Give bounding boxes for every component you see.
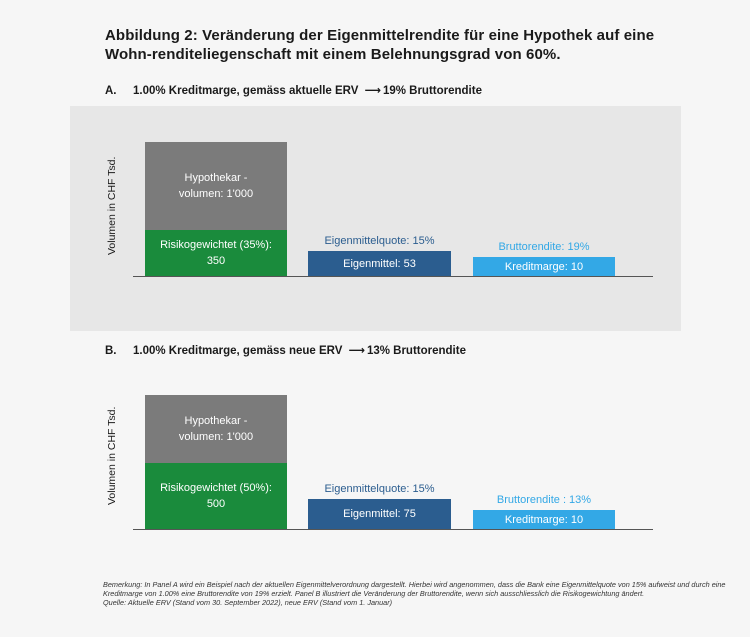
label-bruttorendite: Bruttorendite: 19% (498, 241, 590, 253)
x-axis-baseline (133, 276, 653, 277)
bar-kreditmarge (473, 257, 615, 276)
panel-b-y-axis-label: Volumen in CHF Tsd. (106, 406, 118, 505)
panel-a-heading (105, 83, 482, 97)
arrow-icon: ⟶ (364, 85, 381, 97)
bar-label-line: Risikogewichtet (35%): (160, 239, 272, 251)
bar-label-line: Hypothekar - (184, 415, 248, 427)
panel-a-y-axis-label: Volumen in CHF Tsd. (106, 156, 118, 255)
label-eigenmittelquote: Eigenmittelquote: 15% (324, 235, 435, 247)
bar-risikogewichtet (145, 230, 287, 276)
bar-kreditmarge (473, 510, 615, 529)
bar-label-line: Hypothekar - (184, 172, 248, 184)
bar-label-line: volumen: 1'000 (178, 188, 254, 200)
panel-b-result: 13% Bruttorendite (366, 345, 466, 357)
panel-b-letter: B. (105, 345, 117, 357)
bar-label-line: Eigenmittel: 53 (343, 257, 416, 270)
bar-eigenmittel (308, 251, 451, 276)
label-eigenmittelquote: Eigenmittelquote: 15% (324, 483, 435, 495)
bar-eigenmittel (308, 499, 451, 529)
bar-risikogewichtet (145, 463, 287, 529)
label-bruttorendite: Bruttorendite : 13% (496, 494, 592, 506)
bar-label-line: 500 (206, 498, 226, 510)
bar-hypothekarvolumen (145, 395, 287, 463)
panel-b-heading (105, 343, 466, 357)
panel-a-letter: A. (105, 85, 117, 97)
bar-label-line: Risikogewichtet (50%): (160, 482, 272, 494)
bar-label-line: volumen: 1'000 (178, 431, 254, 443)
bar-label-line: Eigenmittel: 75 (343, 508, 416, 520)
chart-title: Abbildung 2: Veränderung der Eigenmittelrendite für eine Hypothek auf eine Wohn-renditeliegenschaft mit einem Belehnungsgrad von 60%. (105, 27, 655, 63)
arrow-icon: ⟶ (348, 345, 365, 357)
bar-label-line: 350 (206, 255, 226, 267)
x-axis-baseline (133, 529, 653, 530)
footnote-remark: Bemerkung: In Panel A wird ein Beispiel nach der aktuellen Eigenmittelverordnung dargestellt. Hierbei wird angenommen, dass die Bank eine Eigenmittelquote von 15% aufweist und durch eine Kreditmarge von 1.00% eine Bruttorendite von 19% erzielt. Panel B illustriert die Veränderung der Bruttorendite, wenn sich ausschliesslich die Risikogewichtung ändert. (103, 580, 726, 598)
bar-label-line: Kreditmarge: 10 (504, 513, 584, 526)
panel-a-heading-text: 1.00% Kreditmarge, gemäss aktuelle ERV (133, 85, 359, 97)
bar-hypothekarvolumen (145, 142, 287, 230)
panel-a-result: 19% Bruttorendite (382, 85, 482, 97)
footnote (103, 580, 743, 607)
footnote-source: Quelle: Aktuelle ERV (Stand vom 30. September 2022), neue ERV (Stand vom 1. Januar) (103, 598, 393, 607)
bar-label-line: Kreditmarge: 10 (504, 260, 584, 273)
panel-b-heading-text: 1.00% Kreditmarge, gemäss neue ERV (133, 345, 343, 357)
